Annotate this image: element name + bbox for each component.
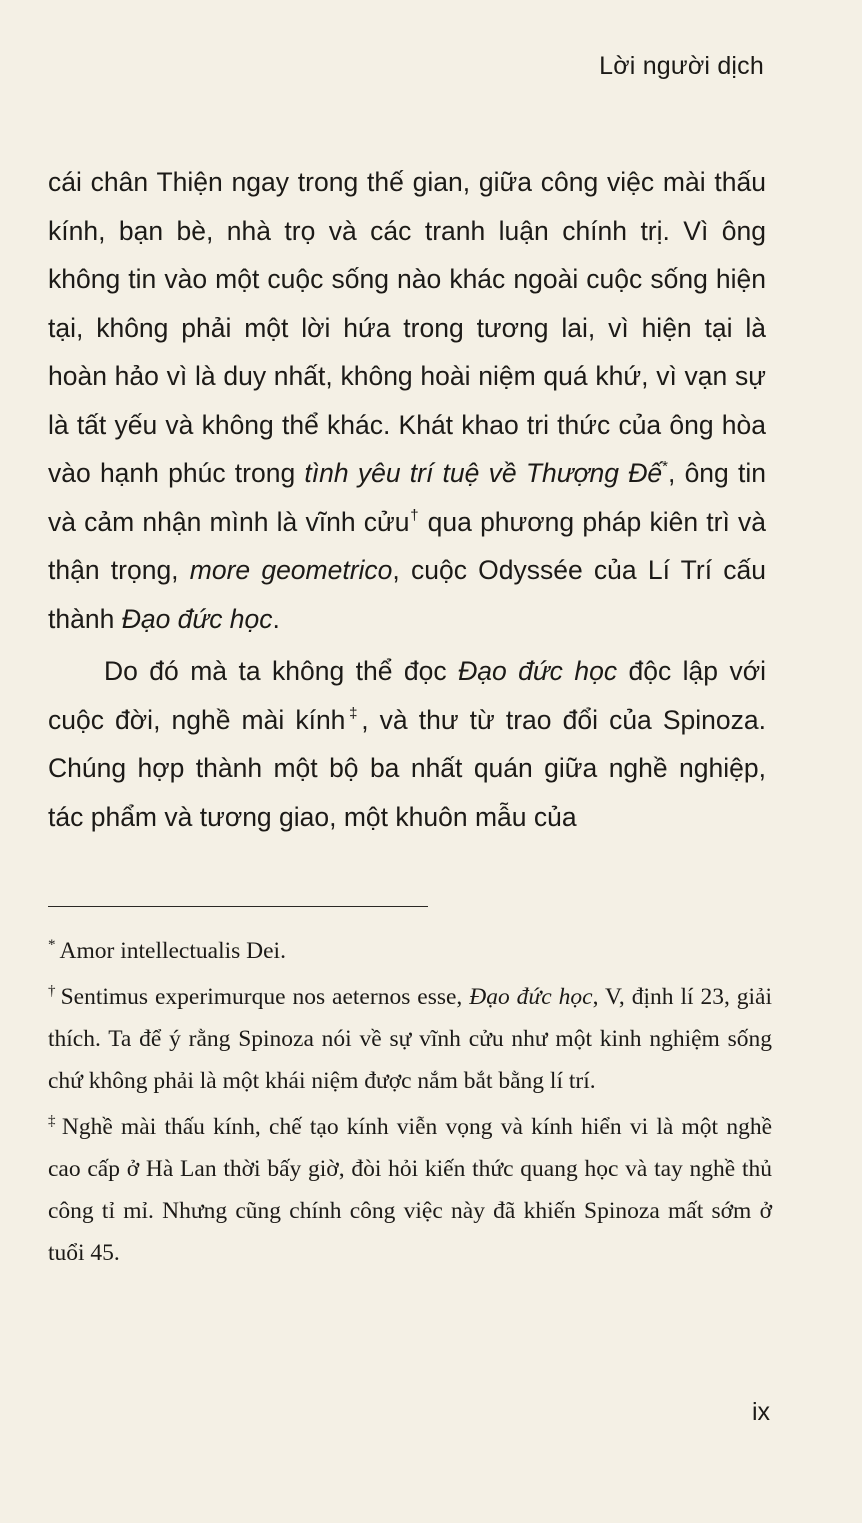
italic-span: Đạo đức học [121, 603, 273, 634]
footnote-ref-dagger[interactable]: † [409, 506, 420, 524]
text-span: qua phương pháp kiên trì và thận trọng, [48, 506, 766, 585]
footnote-mark: † [48, 983, 57, 999]
footnote-1 [48, 930, 772, 972]
footnote-2 [48, 976, 772, 1102]
footnote-text: , V, định lí 23, giải thích. Ta để ý rằng Spinoza nói về sự vĩnh cửu như một kinh nghiệm sống chứ không phải là một khái niệm được nắm bắt bằng lí trí. [48, 984, 773, 1094]
text-span: , và thư từ trao đổi của Spinoza. Chúng hợp thành một bộ ba nhất quán giữa nghề nghiệp, tác phẩm và tương giao, một khuôn mẫu của [48, 704, 767, 832]
paragraph-2 [48, 647, 766, 841]
footnote-ref-double-dagger[interactable]: ‡ [345, 704, 362, 722]
footnote-text: Nghề mài thấu kính, chế tạo kính viễn vọng và kính hiển vi là một nghề cao cấp ở Hà Lan thời bấy giờ, đòi hỏi kiến thức quang học và tay nghề thủ công tỉ mỉ. Nhưng cũng chính công việc này đã khiến Spinoza mất sớm ở tuổi 45. [48, 1114, 772, 1266]
text-span: , ông tin và cảm nhận mình là vĩnh cửu [48, 458, 766, 537]
footnote-text: Amor intellectualis Dei. [59, 938, 286, 964]
text-span: độc lập với cuộc đời, nghề mài kính [48, 656, 766, 735]
main-text [48, 158, 766, 841]
italic-span: Đạo đức học [469, 984, 593, 1010]
text-span: Do đó mà ta không thể đọc [104, 656, 459, 686]
text-span: , cuộc Odyssée của Lí Trí cấu thành [48, 555, 766, 634]
text-span: . [272, 603, 280, 634]
running-head: Lời người dịch [599, 52, 764, 80]
page-number: ix [751, 1398, 770, 1426]
text-span: cái chân Thiện ngay trong thế gian, giữa công việc mài thấu kính, bạn bè, nhà trọ và các tranh luận chính trị. Vì ông không tin vào một cuộc sống nào khác ngoài cuộc sống hiện tại, không phải một lời hứa trong tương lai, vì hiện tại là hoàn hảo vì là duy nhất, không hoài niệm quá khứ, vì vạn sự là tất yếu và không thể khác. Khát khao tri thức của ông hòa vào hạnh phúc trong [48, 167, 766, 488]
footnote-mark: * [48, 937, 56, 953]
footnote-divider [48, 906, 428, 907]
footnote-mark: ‡ [48, 1113, 58, 1129]
footnotes [48, 930, 772, 1278]
italic-span: more geometrico [189, 555, 393, 585]
paragraph-1 [48, 158, 766, 643]
footnote-3 [48, 1106, 772, 1274]
footnote-ref-asterisk[interactable]: * [662, 458, 668, 475]
italic-span: Đạo đức học [458, 656, 618, 686]
italic-span: tình yêu trí tuệ về Thượng Đế [304, 458, 663, 488]
footnote-text: Sentimus experimurque nos aeternos esse, [60, 984, 470, 1010]
